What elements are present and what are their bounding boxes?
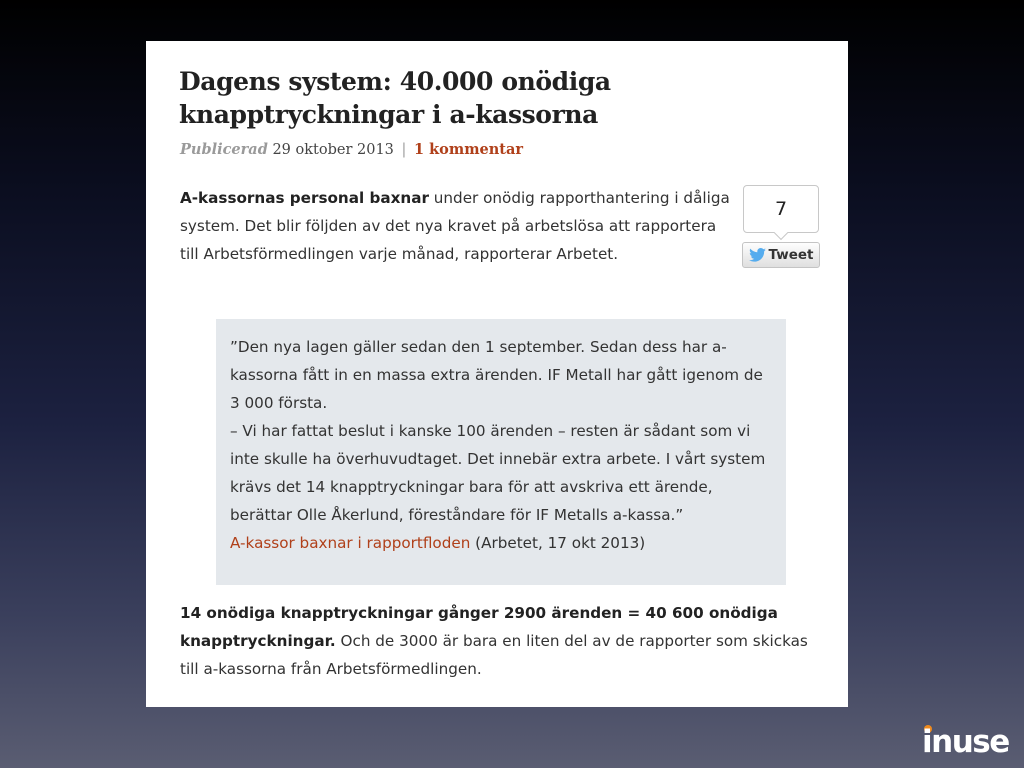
quote-block bbox=[216, 319, 786, 585]
byline-separator: | bbox=[401, 142, 407, 158]
summary-text: Och de 3000 är bara en liten del av de rapporter som skickas till a-kassorna från Arbetsförmedlingen. bbox=[180, 632, 808, 678]
comments-link[interactable]: 1 kommentar bbox=[414, 141, 524, 158]
article-card bbox=[146, 41, 848, 707]
tweet-count-box bbox=[743, 185, 819, 233]
source-link[interactable]: A-kassor baxnar i rapportfloden bbox=[230, 534, 471, 552]
tweet-button-label: Tweet bbox=[768, 247, 814, 263]
published-label: Publicerad bbox=[180, 141, 268, 158]
quote-paragraph: ”Den nya lagen gäller sedan den 1 september. Sedan dess har a-kassorna fått in en massa extra ärenden. IF Metall har gått igenom de 3 000 första. bbox=[230, 338, 763, 412]
quote-paragraph: – Vi har fattat beslut i kanske 100 ärenden – resten är sådant som vi inte skulle ha överhuvudtaget. Det innebär extra arbete. I vårt system krävs det 14 knapptryckningar bara för att avskriva ett ärende, berättar Olle Åkerlund, föreståndare för IF Metalls a-kassa.” bbox=[230, 422, 766, 524]
intro-lead: A-kassornas personal baxnar bbox=[180, 189, 429, 207]
intro-text: under onödig rapporthantering i dåliga system. Det blir följden av det nya kravet på arbetslösa att rapportera till Arbetsförmedlingen varje månad, rapporterar Arbetet. bbox=[180, 189, 730, 263]
inuse-logo: inuse bbox=[922, 724, 1009, 760]
twitter-bird-icon bbox=[749, 248, 766, 262]
publish-date: 29 oktober 2013 bbox=[272, 142, 394, 158]
summary-bold: 14 onödiga knapptryckningar gånger 2900 ärenden = 40 600 onödiga knapptryckningar. bbox=[180, 604, 778, 650]
byline bbox=[180, 140, 523, 160]
quote-source bbox=[230, 529, 772, 557]
tweet-count: 7 bbox=[774, 198, 788, 220]
tweet-button[interactable] bbox=[742, 242, 820, 268]
article-title: Dagens system: 40.000 onödiga knapptryckningar i a-kassorna bbox=[179, 67, 611, 129]
summary-paragraph bbox=[180, 599, 820, 683]
intro-paragraph bbox=[180, 184, 736, 268]
source-citation: (Arbetet, 17 okt 2013) bbox=[470, 534, 646, 552]
